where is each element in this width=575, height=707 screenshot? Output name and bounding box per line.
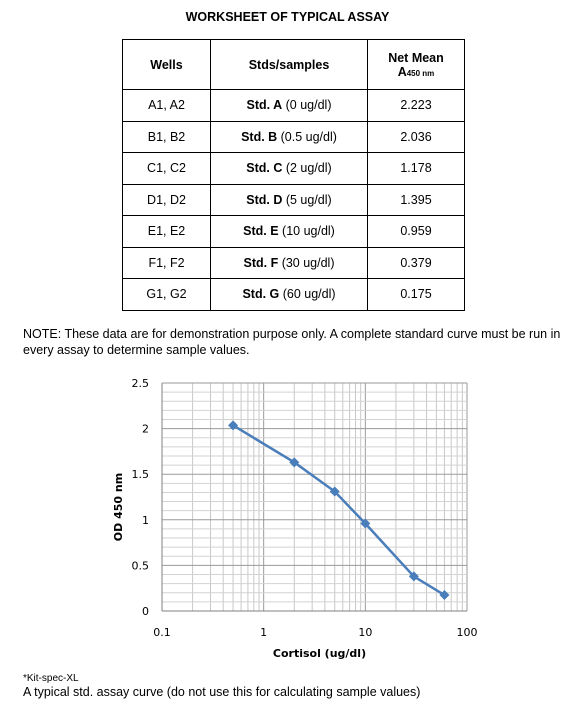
- cell-std-conc: (0 ug/dl): [282, 98, 332, 113]
- cell-net-mean: 2.223: [368, 90, 465, 122]
- cell-std-conc: (60 ug/dl): [279, 287, 336, 302]
- worksheet-title: WORKSHEET OF TYPICAL ASSAY: [185, 10, 390, 24]
- cell-std-conc: (10 ug/dl): [278, 224, 335, 239]
- cell-net-mean: 0.379: [368, 247, 465, 279]
- header-net-mean-main: A: [397, 64, 407, 79]
- cell-std-name: Std. A: [246, 98, 283, 113]
- cell-net-mean: 0.959: [368, 216, 465, 248]
- cell-sample: [211, 247, 368, 279]
- y-tick-label: 2: [142, 422, 149, 436]
- cell-std-conc: (30 ug/dl): [278, 255, 335, 270]
- header-wells: Wells: [123, 40, 211, 90]
- chart-tick-labels: [132, 377, 478, 639]
- cell-net-mean: 1.395: [368, 184, 465, 216]
- cell-sample: [211, 121, 368, 153]
- table-row: [123, 121, 465, 153]
- assay-table: [122, 39, 465, 311]
- table-row: [123, 247, 465, 279]
- x-tick-label: 100: [456, 626, 478, 639]
- cell-std-conc: (2 ug/dl): [282, 161, 332, 176]
- header-samples: Stds/samples: [211, 40, 368, 90]
- header-net-mean: [368, 40, 465, 90]
- cell-sample: [211, 153, 368, 185]
- y-axis-label: OD 450 nm: [112, 472, 125, 542]
- x-axis-label: Cortisol (ug/dl): [272, 647, 367, 660]
- table-header-row: [123, 40, 465, 90]
- cell-std-name: Std. B: [241, 129, 278, 144]
- x-tick-label: 10: [358, 626, 373, 639]
- series-line: [233, 425, 444, 595]
- y-tick-label: 0.5: [131, 559, 149, 573]
- chart-grid: [162, 383, 467, 611]
- cell-sample: [211, 184, 368, 216]
- chart-axes: [162, 383, 467, 611]
- chart-caption: A typical std. assay curve (do not use this for calculating sample values): [23, 685, 421, 699]
- cell-wells: C1, C2: [123, 153, 211, 185]
- cell-std-name: Std. F: [243, 255, 279, 270]
- cell-wells: G1, G2: [123, 279, 211, 311]
- cell-std-name: Std. D: [246, 192, 283, 207]
- cell-wells: F1, F2: [123, 247, 211, 279]
- table-body: [123, 90, 465, 311]
- kit-spec-note: *Kit-spec-XL: [23, 673, 79, 684]
- y-tick-label: 0: [142, 605, 149, 618]
- table-row: [123, 90, 465, 122]
- cell-wells: E1, E2: [123, 216, 211, 248]
- table-row: [123, 184, 465, 216]
- cell-std-name: Std. C: [246, 161, 283, 176]
- y-tick-label: 2.5: [131, 377, 149, 390]
- y-tick-label: 1: [142, 513, 149, 527]
- cell-net-mean: 1.178: [368, 153, 465, 185]
- cell-sample: [211, 90, 368, 122]
- cell-std-conc: (5 ug/dl): [282, 192, 332, 207]
- cell-std-name: Std. E: [243, 224, 279, 239]
- x-tick-label: 0.1: [153, 626, 171, 639]
- cell-net-mean: 2.036: [368, 121, 465, 153]
- header-net-mean-sub: 450 nm: [406, 68, 435, 78]
- table-row: [123, 153, 465, 185]
- cell-std-name: Std. G: [242, 287, 280, 302]
- cell-wells: D1, D2: [123, 184, 211, 216]
- header-net-mean-line1: Net Mean: [388, 50, 444, 65]
- cell-sample: [211, 279, 368, 311]
- demo-note: NOTE: These data are for demonstration purpose only. A complete standard curve must be run in every assay to determine sample values.: [23, 327, 561, 357]
- y-tick-label: 1.5: [131, 468, 149, 482]
- standard-curve-chart: [0, 370, 575, 665]
- cell-wells: B1, B2: [123, 121, 211, 153]
- cell-sample: [211, 216, 368, 248]
- table-row: [123, 216, 465, 248]
- cell-net-mean: 0.175: [368, 279, 465, 311]
- table-row: [123, 279, 465, 311]
- cell-wells: A1, A2: [123, 90, 211, 122]
- cell-std-conc: (0.5 ug/dl): [277, 129, 337, 144]
- x-tick-label: 1: [260, 626, 268, 639]
